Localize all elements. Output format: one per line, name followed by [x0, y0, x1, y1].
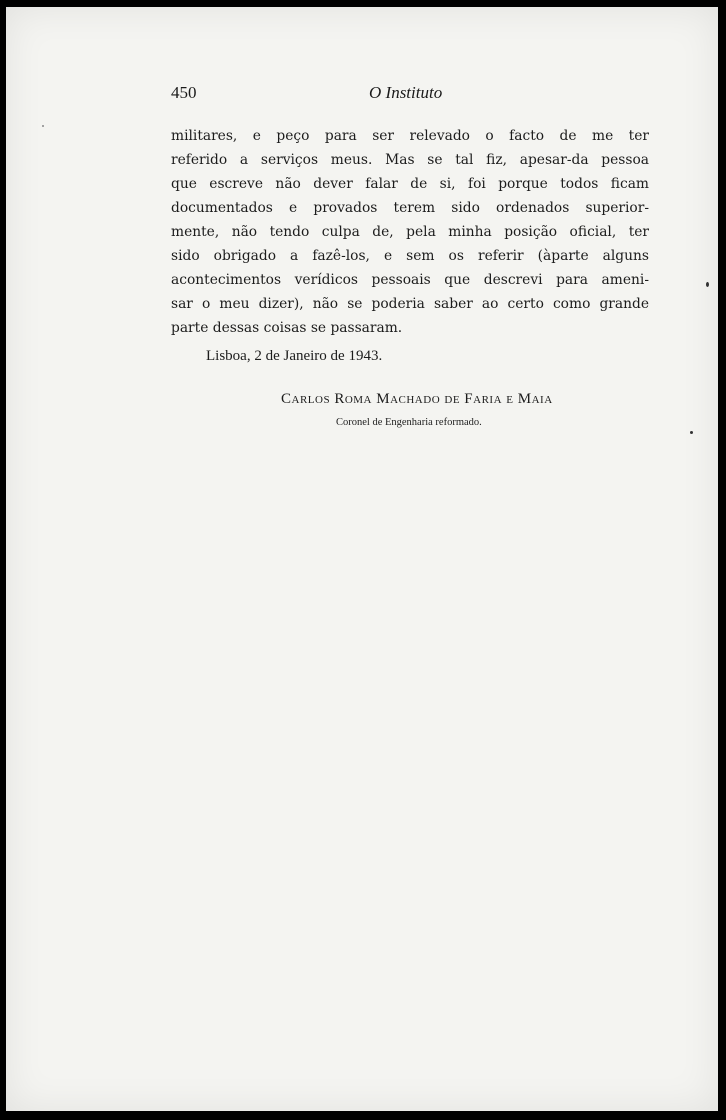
scan-speck — [42, 125, 44, 127]
text-line: sar o meu dizer), não se poderia saber ao certo como grande — [171, 296, 649, 312]
text-line: militares, e peço para ser relevado o facto de me ter — [171, 128, 649, 144]
text-line: referido a serviços meus. Mas se tal fiz, apesar-da pessoa — [171, 152, 649, 168]
scan-speck — [706, 282, 709, 287]
page-number: 450 — [171, 83, 197, 102]
text-line: mente, não tendo culpa de, pela minha posição oficial, ter — [171, 224, 649, 240]
scanned-page — [6, 7, 718, 1111]
body-paragraph — [171, 124, 649, 340]
scan-speck — [690, 431, 693, 434]
text-line: documentados e provados terem sido ordenados superior- — [171, 200, 649, 216]
text-line: acontecimentos verídicos pessoais que descrevi para ameni- — [171, 272, 649, 288]
page-header — [171, 73, 571, 107]
text-line: parte dessas coisas se passaram. — [171, 320, 403, 336]
text-line: que escreve não dever falar de si, foi porque todos ficam — [171, 176, 649, 192]
signature-name: Carlos Roma Machado de Faria e Maia — [281, 391, 553, 407]
text-line: sido obrigado a fazê-los, e sem os referir (àparte alguns — [171, 248, 649, 264]
dateline: Lisboa, 2 de Janeiro de 1943. — [206, 348, 383, 364]
signature-title: Coronel de Engenharia reformado. — [336, 417, 482, 428]
running-title: O Instituto — [369, 83, 443, 102]
